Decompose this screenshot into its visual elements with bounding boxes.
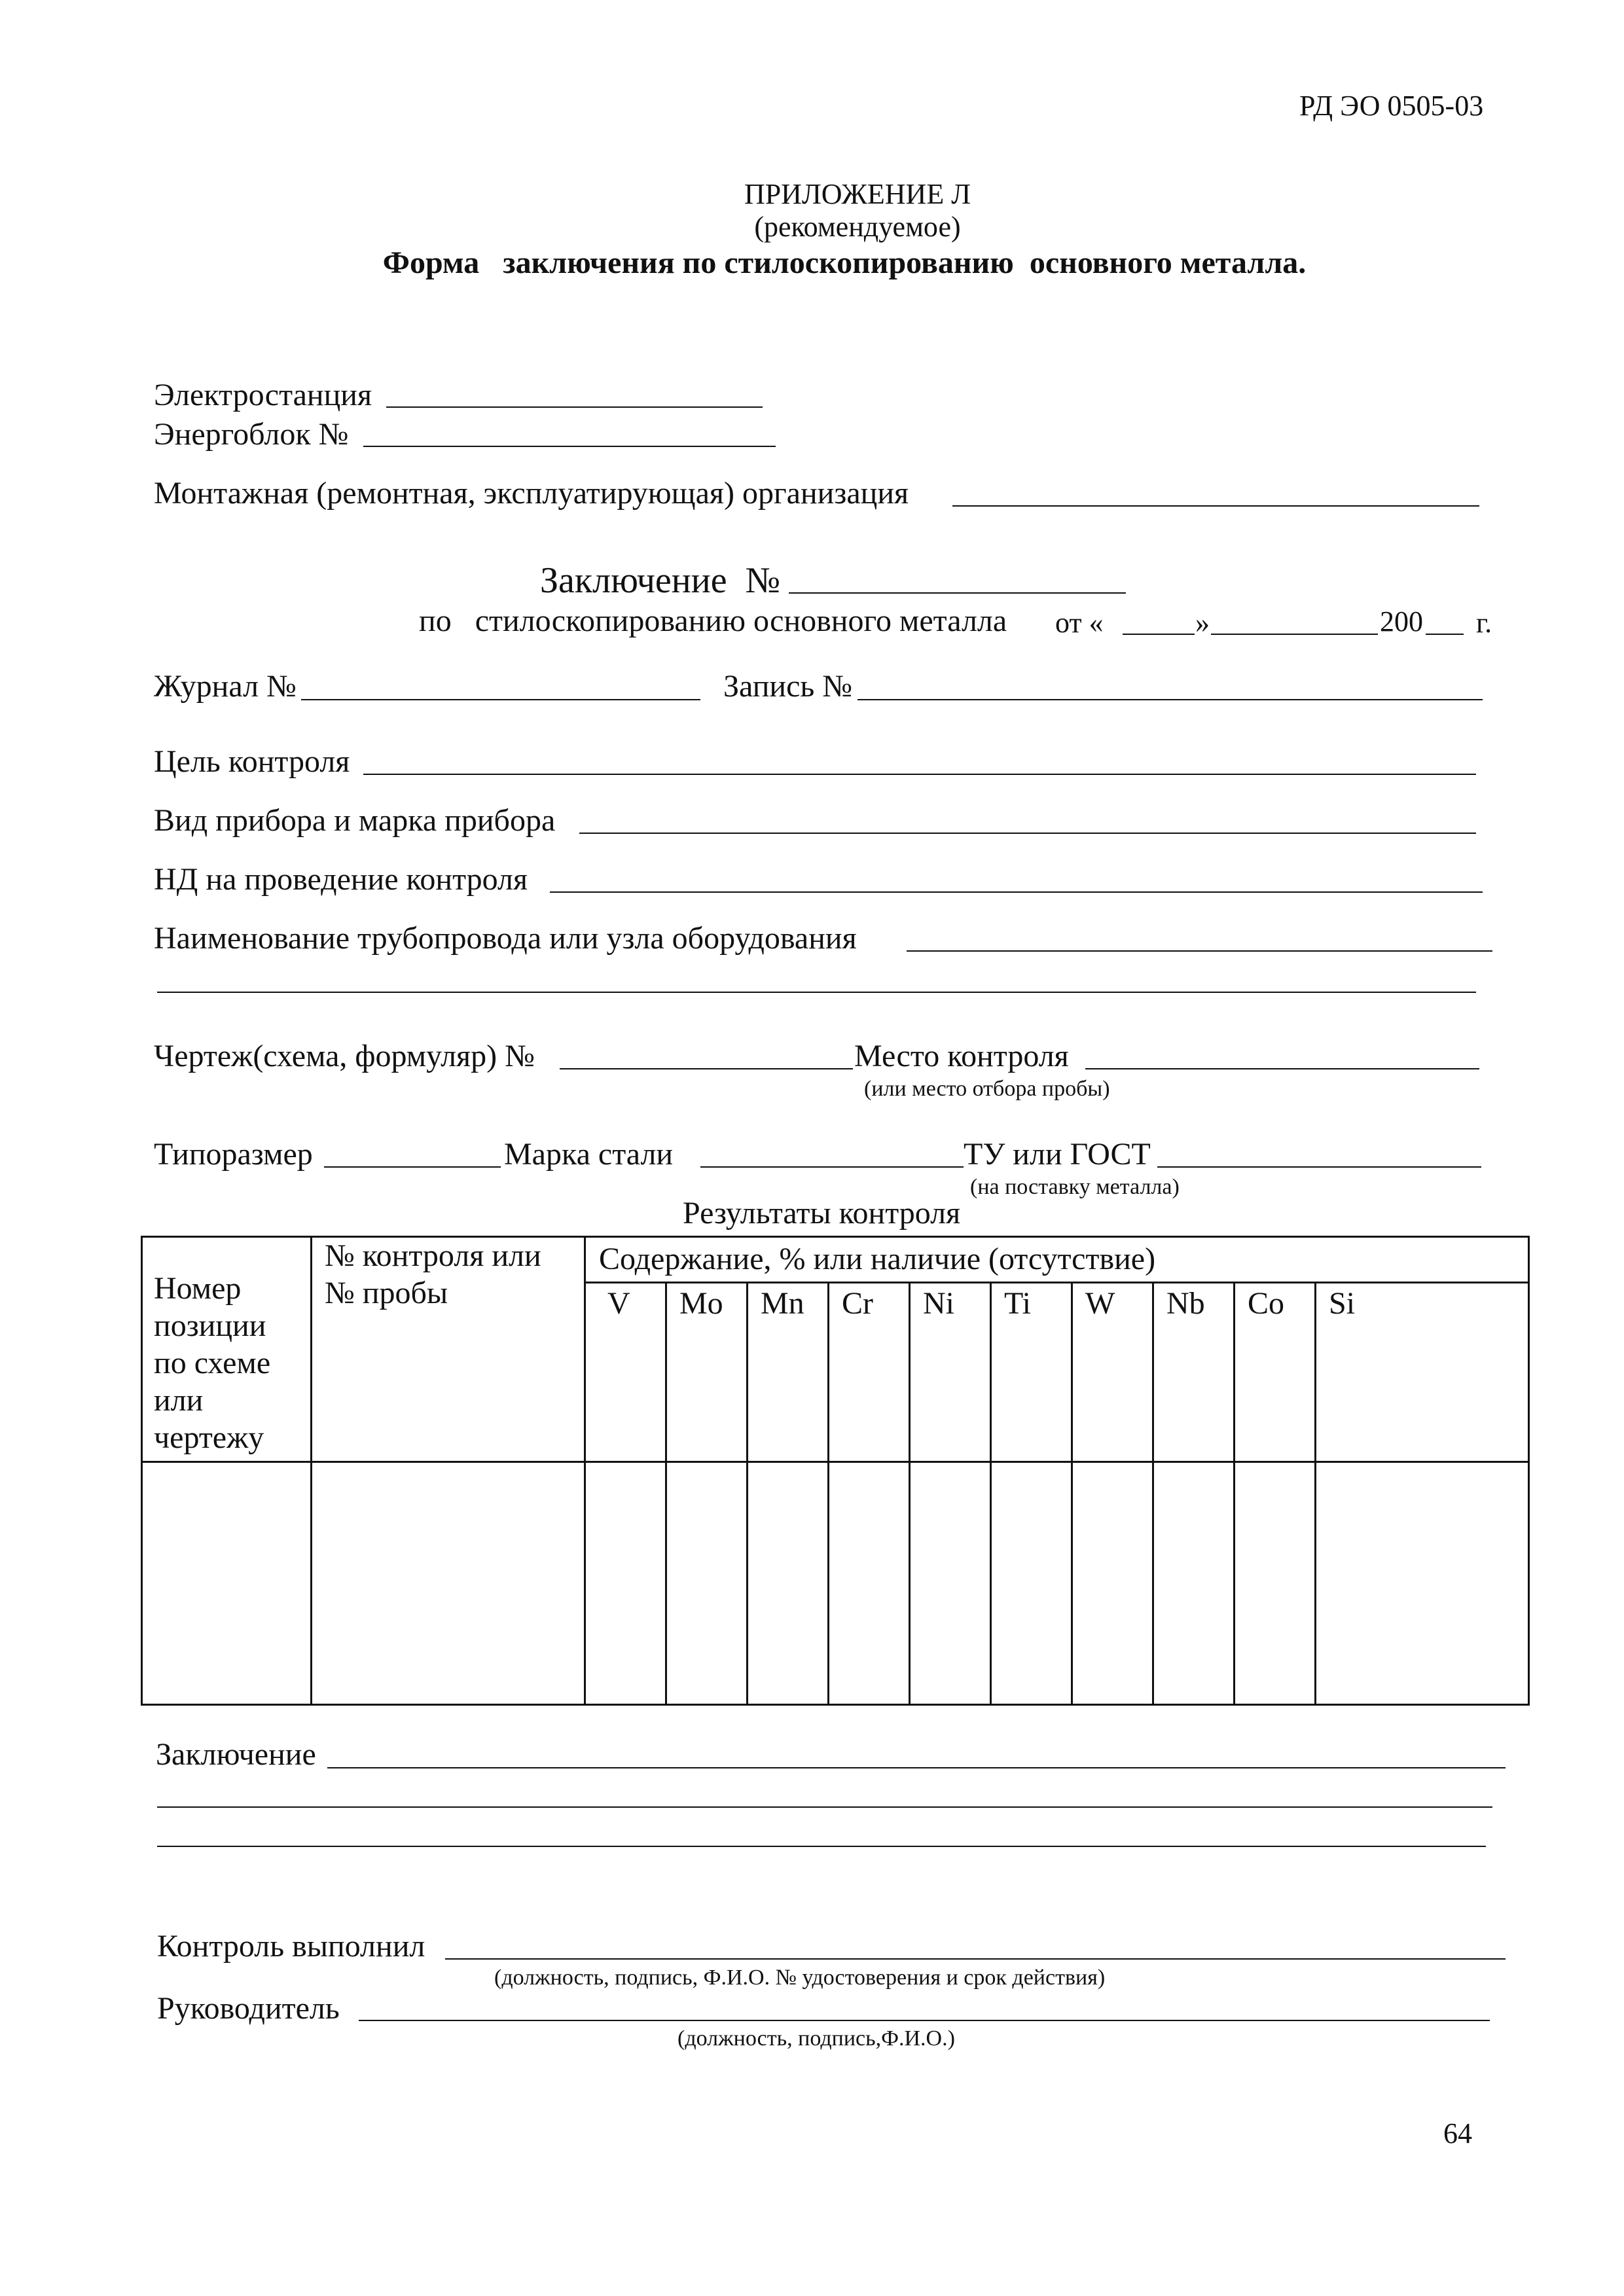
tu-gost-label: ТУ или ГОСТ: [964, 1137, 1151, 1172]
size-label: Типоразмер: [154, 1137, 313, 1172]
row-sample-cell[interactable]: [312, 1463, 584, 1704]
document-code: РД ЭО 0505-03: [1299, 90, 1484, 122]
conclusion-subject: по стилоскопированию основного металла: [419, 603, 1007, 638]
journal-label: Журнал №: [154, 669, 297, 704]
row-position-cell[interactable]: [143, 1463, 310, 1704]
control-goal-line[interactable]: [363, 774, 1476, 775]
nd-label: НД на проведение контроля: [154, 862, 528, 897]
conclusion-number-label: Заключение №: [540, 560, 781, 601]
col1-header-line3: по схеме: [154, 1346, 271, 1380]
table-caption: Результаты контроля: [683, 1196, 961, 1230]
date-month-line[interactable]: [1211, 634, 1378, 635]
head-line[interactable]: [359, 2020, 1490, 2021]
element-header-co: Co: [1248, 1286, 1285, 1321]
journal-line[interactable]: [301, 699, 700, 700]
power-station-line[interactable]: [386, 406, 763, 408]
drawing-line[interactable]: [560, 1068, 853, 1069]
control-place-line[interactable]: [1085, 1068, 1479, 1069]
appendix-title: ПРИЛОЖЕНИЕ Л: [744, 178, 971, 210]
device-label: Вид прибора и марка прибора: [154, 803, 556, 838]
col1-header-line5: чертежу: [154, 1420, 264, 1455]
steel-grade-line[interactable]: [700, 1166, 964, 1168]
element-header-mo: Mo: [679, 1286, 723, 1321]
year-prefix: 200: [1380, 605, 1423, 637]
page-number: 64: [1443, 2117, 1472, 2149]
element-header-mn: Mn: [761, 1286, 804, 1321]
date-quote: »: [1195, 607, 1210, 639]
final-conclusion-line[interactable]: [327, 1767, 1506, 1768]
element-header-si: Si: [1329, 1286, 1356, 1321]
steel-grade-label: Марка стали: [504, 1137, 674, 1172]
power-unit-label: Энергоблок №: [154, 417, 349, 452]
element-header-cr: Cr: [842, 1286, 873, 1321]
element-header-w: W: [1085, 1286, 1115, 1321]
record-label: Запись №: [723, 669, 853, 704]
head-note: (должность, подпись,Ф.И.О.): [677, 2026, 955, 2051]
pipeline-label: Наименование трубопровода или узла оборудования: [154, 921, 857, 956]
year-line[interactable]: [1426, 634, 1464, 635]
element-header-ni: Ni: [923, 1286, 954, 1321]
nd-line[interactable]: [550, 891, 1483, 893]
element-header-nb: Nb: [1166, 1286, 1205, 1321]
performed-by-label: Контроль выполнил: [157, 1929, 425, 1964]
col1-header-line1: Номер: [154, 1271, 242, 1306]
appendix-subtitle: (рекомендуемое): [754, 211, 961, 243]
element-header-ti: Ti: [1004, 1286, 1031, 1321]
pipeline-line[interactable]: [907, 950, 1492, 952]
col1-header-line2: позиции: [154, 1308, 266, 1343]
size-line[interactable]: [324, 1166, 501, 1168]
power-station-label: Электростанция: [154, 378, 372, 412]
date-from-label: от «: [1055, 607, 1104, 639]
performed-by-line[interactable]: [445, 1958, 1506, 1960]
final-conclusion-line-3[interactable]: [157, 1846, 1486, 1847]
content-header: Содержание, % или наличие (отсутствие): [599, 1242, 1156, 1276]
device-line[interactable]: [579, 833, 1476, 834]
conclusion-number-line[interactable]: [789, 592, 1126, 594]
final-conclusion-line-2[interactable]: [157, 1806, 1492, 1808]
tu-gost-line[interactable]: [1157, 1166, 1481, 1168]
col2-header-line1: № контроля или: [325, 1238, 541, 1273]
power-unit-line[interactable]: [363, 446, 776, 447]
head-label: Руководитель: [157, 1991, 340, 2026]
tu-gost-note: (на поставку металла): [970, 1175, 1180, 1199]
pipeline-line-2[interactable]: [157, 992, 1476, 993]
year-suffix: г.: [1476, 607, 1492, 639]
record-line[interactable]: [857, 699, 1483, 700]
control-goal-label: Цель контроля: [154, 744, 350, 779]
control-place-note: (или место отбора пробы): [864, 1077, 1110, 1101]
organization-line[interactable]: [952, 505, 1479, 507]
control-place-label: Место контроля: [854, 1039, 1069, 1073]
date-day-line[interactable]: [1123, 634, 1195, 635]
appendix-heading: Форма заключения по стилоскопированию основного металла.: [382, 245, 1307, 280]
final-conclusion-label: Заключение: [156, 1737, 316, 1772]
performed-by-note: (должность, подпись, Ф.И.О. № удостоверения и срок действия): [494, 1965, 1106, 1990]
organization-label: Монтажная (ремонтная, эксплуатирующая) организация: [154, 476, 909, 511]
drawing-label: Чертеж(схема, формуляр) №: [154, 1039, 535, 1073]
element-header-v: V: [607, 1286, 630, 1321]
col1-header-line4: или: [154, 1383, 204, 1418]
col2-header-line2: № пробы: [325, 1276, 448, 1310]
